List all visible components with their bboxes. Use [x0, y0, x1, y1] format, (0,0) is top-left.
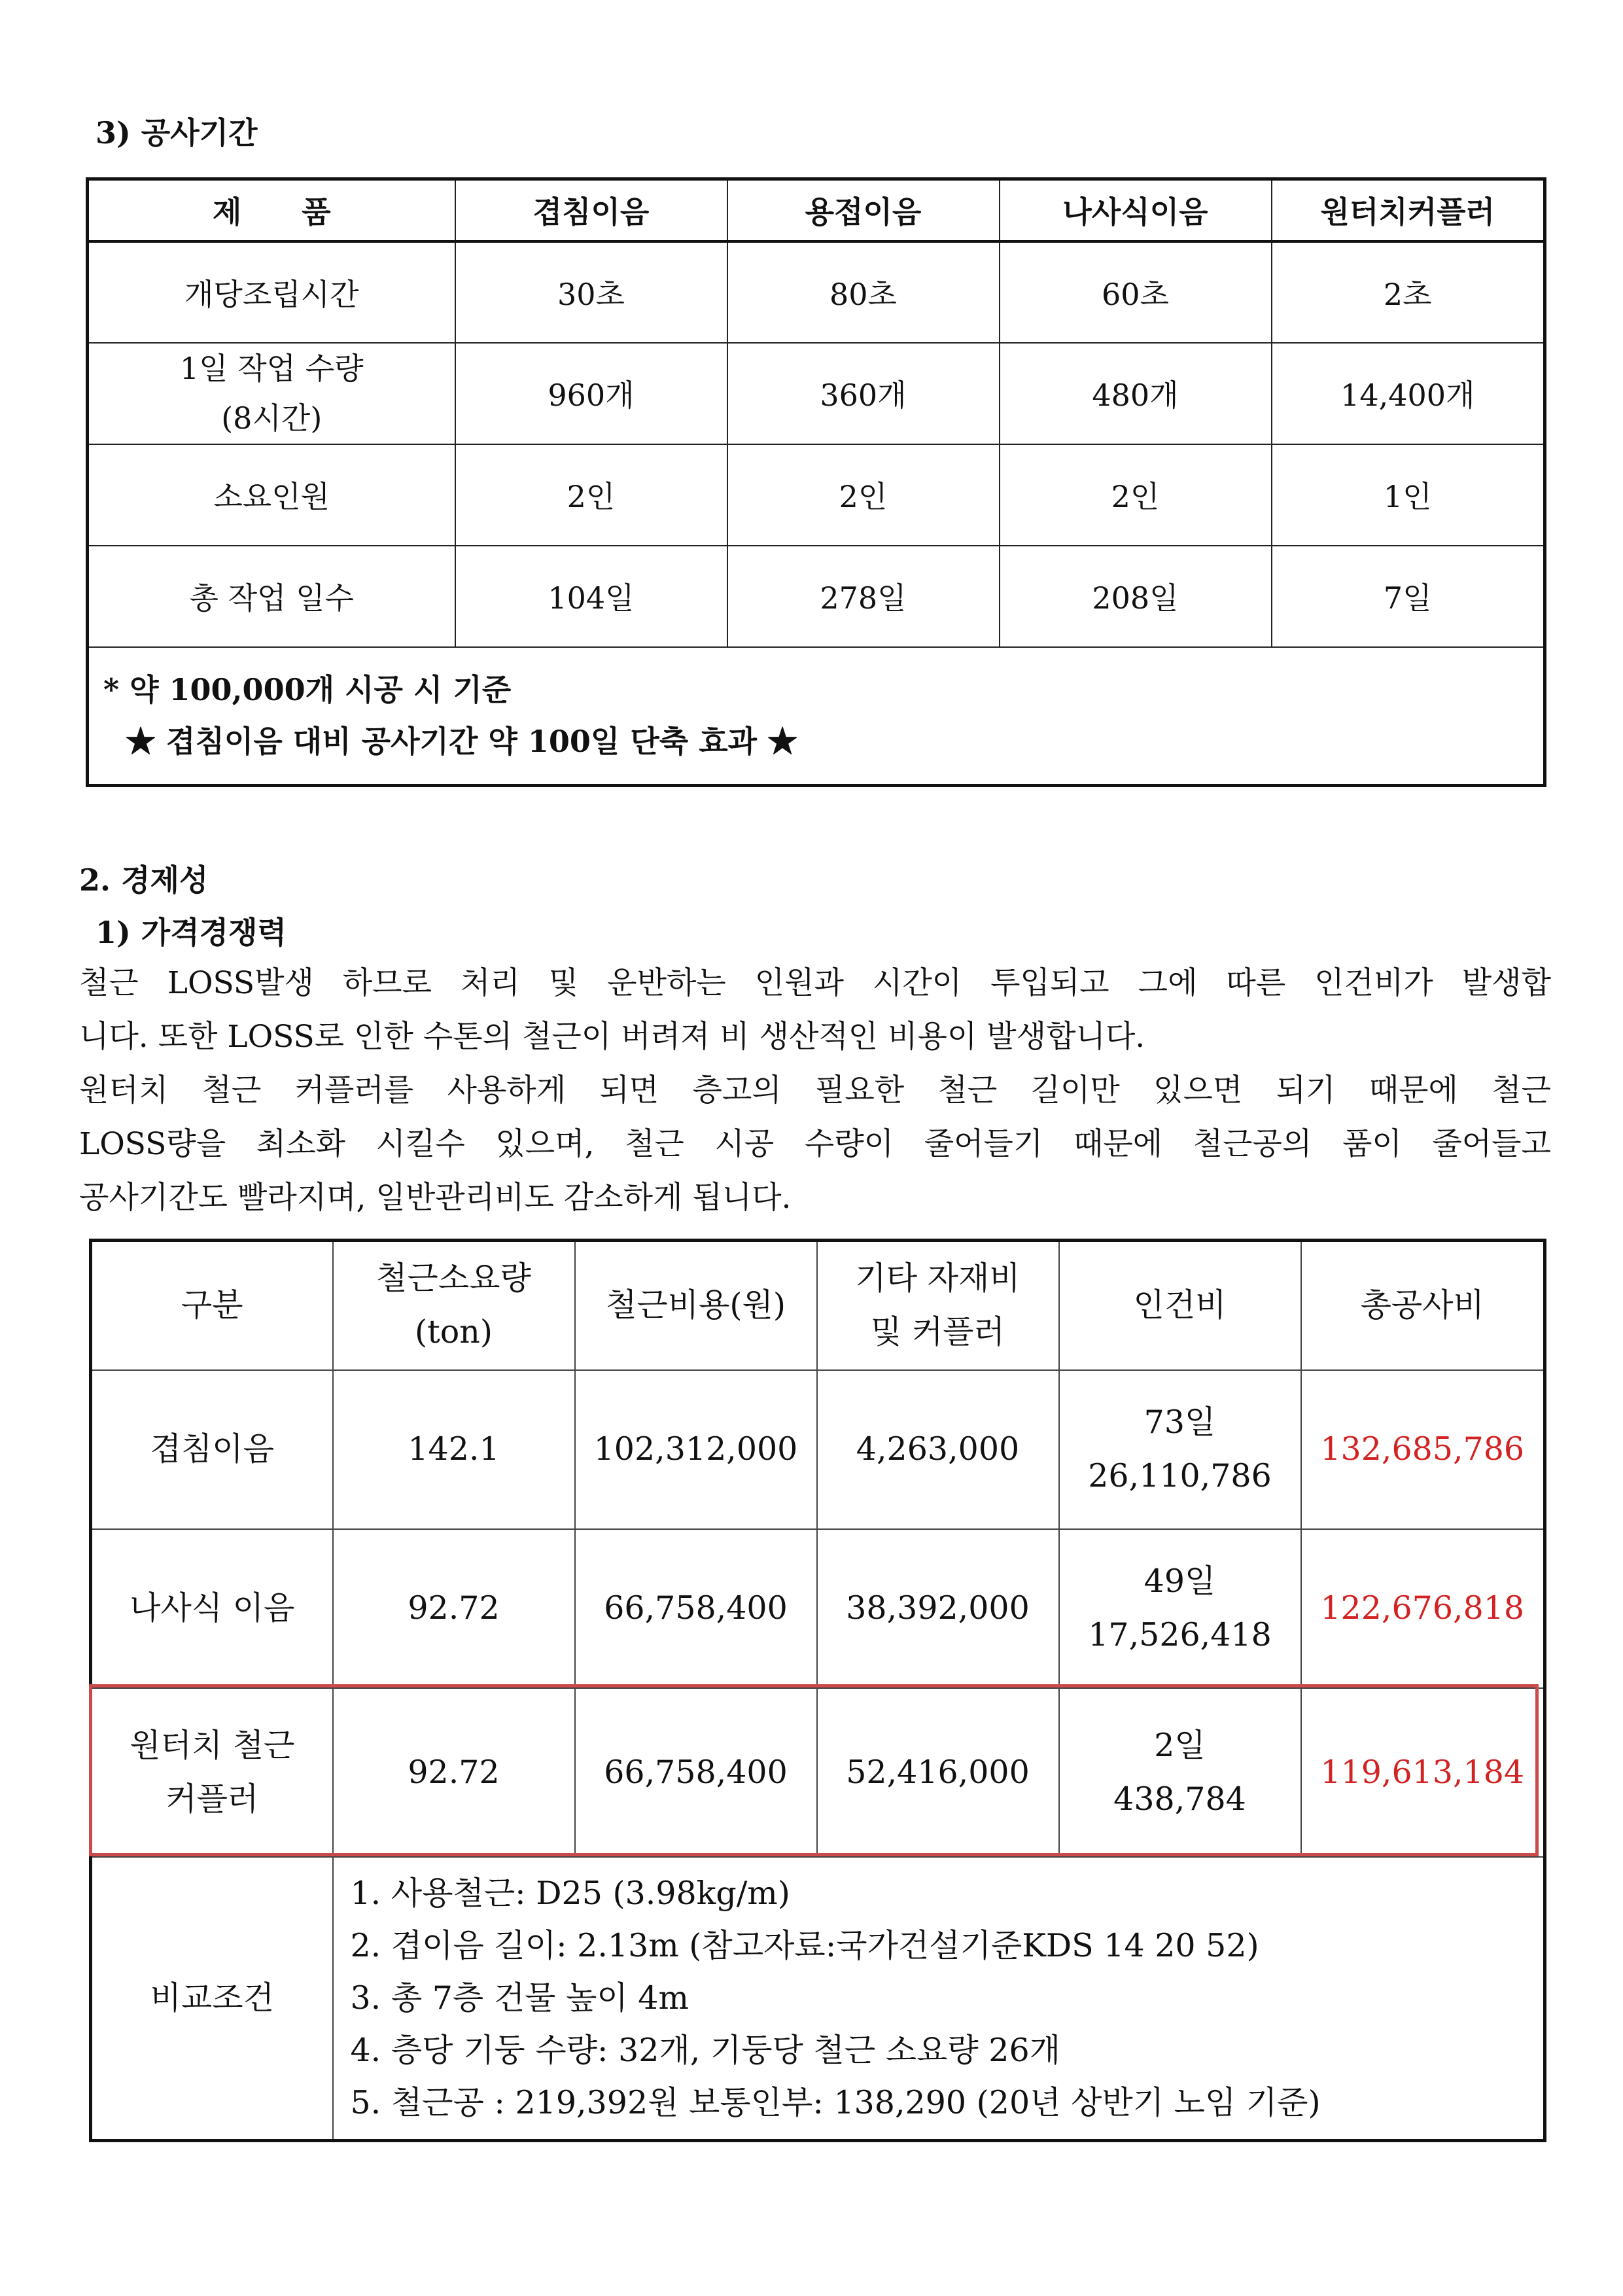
cell-rebar-cost: 66,758,400	[575, 1529, 817, 1688]
cell-value: 7일	[1272, 546, 1545, 647]
header-rebar-quantity	[333, 1241, 575, 1370]
cost-table	[89, 1239, 1546, 2142]
cell-other-cost: 4,263,000	[817, 1370, 1059, 1529]
labor-cost: 438,784	[1113, 1780, 1246, 1818]
condition-item: 3. 총 7층 건물 높이 4m	[350, 1979, 689, 2017]
cell-total-cost: 132,685,786	[1301, 1370, 1545, 1529]
cell-value: 480개	[1000, 343, 1272, 444]
cell-value: 960개	[455, 343, 727, 444]
header-line: 및 커플러	[871, 1313, 1005, 1351]
cell-rebar-ton: 92.72	[333, 1688, 575, 1857]
cell-other-cost: 38,392,000	[817, 1529, 1059, 1688]
cell-value: 30초	[455, 241, 727, 343]
table-row	[88, 241, 1545, 343]
conditions-label: 비교조건	[91, 1857, 333, 2141]
paragraph-line: 니다. 또한 LOSS로 인한 수톤의 철근이 버려져 비 생산적인 비용이 발생합니다.	[79, 1019, 1145, 1055]
labor-days: 2일	[1154, 1726, 1206, 1764]
condition-item: 5. 철근공 : 219,392원 보통인부: 138,290 (20년 상반기 노임 기준)	[350, 2083, 1321, 2121]
cell-rebar-cost: 66,758,400	[575, 1688, 817, 1857]
header-rebar-cost: 철근비용(원)	[575, 1241, 817, 1370]
cell-value: 14,400개	[1272, 343, 1545, 444]
schedule-header-row	[88, 179, 1545, 241]
row-label-line: 커플러	[166, 1780, 259, 1818]
header-line: 철근소요량	[376, 1260, 531, 1298]
cell-rebar-cost: 102,312,000	[575, 1370, 817, 1529]
row-label: 소요인원	[88, 444, 455, 546]
cell-value: 104일	[455, 546, 727, 647]
cell-value: 1인	[1272, 444, 1545, 546]
condition-item: 2. 겹이음 길이: 2.13m (참고자료:국가건설기준KDS 14 20 52)	[350, 1926, 1259, 1964]
table-row	[88, 546, 1545, 647]
conditions-row	[91, 1857, 1545, 2141]
cell-labor	[1059, 1529, 1301, 1688]
header-line: (ton)	[415, 1313, 493, 1351]
table-row	[91, 1370, 1545, 1529]
note-row	[88, 647, 1545, 786]
cell-rebar-ton: 142.1	[333, 1370, 575, 1529]
cell-value: 208일	[1000, 546, 1272, 647]
labor-days: 49일	[1143, 1563, 1216, 1600]
schedule-table	[86, 177, 1546, 787]
row-label-line: 원터치 철근	[130, 1726, 295, 1764]
row-label: 나사식 이음	[91, 1529, 333, 1688]
header-category: 구분	[91, 1241, 333, 1370]
paragraph-line: 공사기간도 빨라지며, 일반관리비도 감소하게 됩니다.	[79, 1180, 792, 1216]
row-label: 총 작업 일수	[88, 546, 455, 647]
cell-labor	[1059, 1370, 1301, 1529]
table-row	[91, 1529, 1545, 1688]
header-product: 제 품	[88, 179, 455, 241]
cell-value: 80초	[727, 241, 1000, 343]
header-other-cost	[817, 1241, 1059, 1370]
subsection-title-price: 1) 가격경쟁력	[96, 915, 287, 950]
row-label-line: 1일 작업 수량	[179, 351, 364, 386]
labor-cost: 26,110,786	[1088, 1457, 1272, 1494]
header-line: 기타 자재비	[855, 1260, 1021, 1298]
cell-value: 2초	[1272, 241, 1545, 343]
cell-value: 278일	[727, 546, 1000, 647]
labor-days: 73일	[1143, 1404, 1216, 1441]
note-cell	[88, 647, 1545, 786]
row-label	[88, 343, 455, 444]
labor-cost: 17,526,418	[1088, 1616, 1272, 1653]
cell-rebar-ton: 92.72	[333, 1529, 575, 1688]
cell-value: 2인	[455, 444, 727, 546]
section-title-schedule: 3) 공사기간	[96, 115, 258, 150]
cell-value: 60초	[1000, 241, 1272, 343]
header-labor-cost: 인건비	[1059, 1241, 1301, 1370]
row-label: 개당조립시간	[88, 241, 455, 343]
cell-value: 2인	[727, 444, 1000, 546]
row-label: 겹침이음	[91, 1370, 333, 1529]
conditions-list	[333, 1857, 1545, 2141]
paragraph-line: LOSS량을 최소화 시킬수 있으며, 철근 시공 수량이 줄어들기 때문에 철근공의 품이 줄어들고	[79, 1126, 1551, 1162]
paragraph-line: 철근 LOSS발생 하므로 처리 및 운반하는 인원과 시간이 투입되고 그에 따른 인건비가 발생합	[79, 965, 1551, 1001]
header-onetouch-coupler: 원터치커플러	[1272, 179, 1545, 241]
cost-header-row	[91, 1241, 1545, 1370]
section-title-economy: 2. 경제성	[79, 862, 209, 898]
table-row-highlighted	[91, 1688, 1545, 1857]
header-welded-splice: 용접이음	[727, 179, 1000, 241]
header-total-cost: 총공사비	[1301, 1241, 1545, 1370]
condition-item: 1. 사용철근: D25 (3.98kg/m)	[350, 1874, 790, 1912]
table-row	[88, 343, 1545, 444]
paragraph-line: 원터치 철근 커플러를 사용하게 되면 층고의 필요한 철근 길이만 있으면 되기 때문에 철근	[79, 1072, 1551, 1108]
cell-other-cost: 52,416,000	[817, 1688, 1059, 1857]
cell-total-cost: 122,676,818	[1301, 1529, 1545, 1688]
cell-labor	[1059, 1688, 1301, 1857]
condition-item: 4. 층당 기둥 수량: 32개, 기둥당 철근 소요량 26개	[350, 2031, 1060, 2069]
header-overlap-splice: 겹침이음	[455, 179, 727, 241]
note-highlight: ★ 겹침이음 대비 공사기간 약 100일 단축 효과 ★	[126, 723, 798, 759]
cell-value: 2인	[1000, 444, 1272, 546]
table-row	[88, 444, 1545, 546]
cell-total-cost: 119,613,184	[1301, 1688, 1545, 1857]
note-basis: * 약 100,000개 시공 시 기준	[103, 671, 512, 707]
row-label-line: (8시간)	[221, 400, 323, 436]
row-label	[91, 1688, 333, 1857]
cell-value: 360개	[727, 343, 1000, 444]
header-threaded-splice: 나사식이음	[1000, 179, 1272, 241]
